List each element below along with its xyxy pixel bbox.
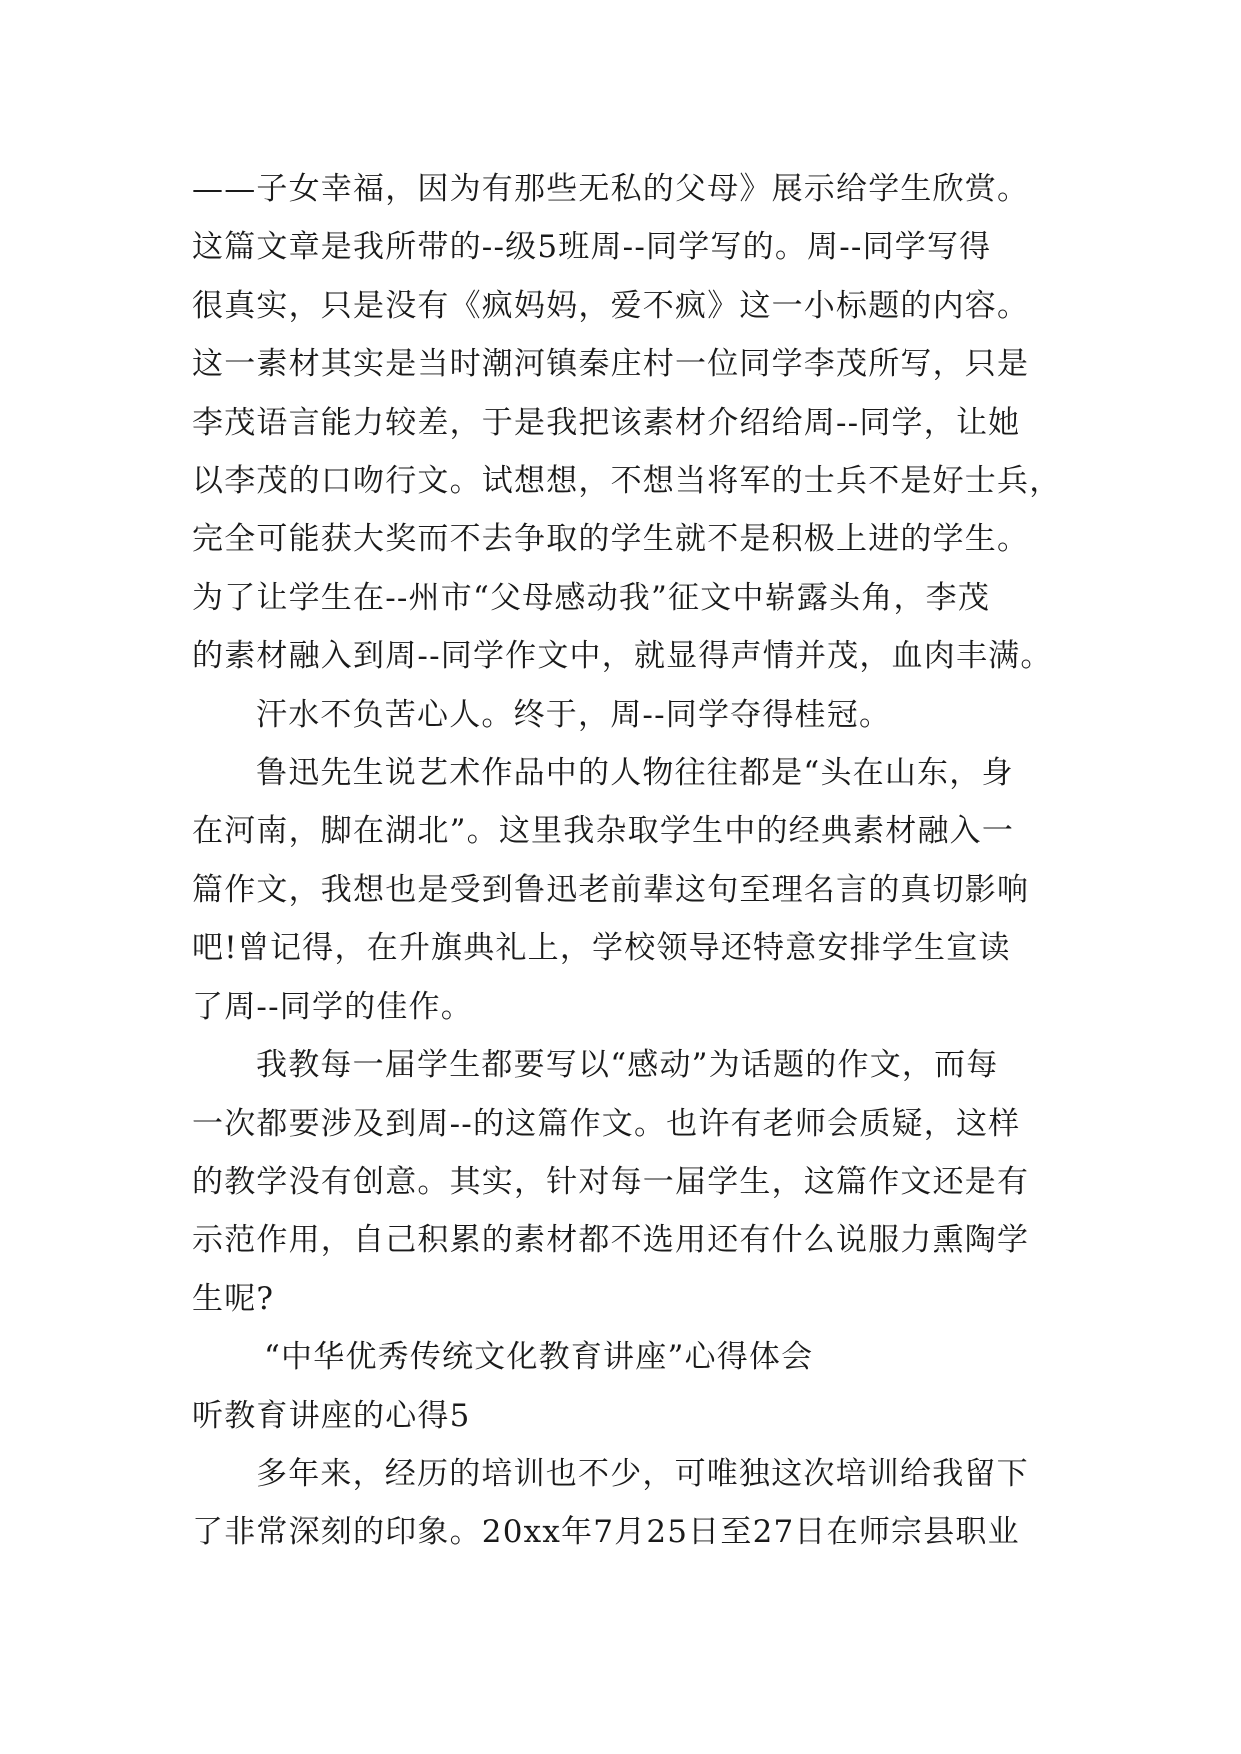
text-line: 我教每一届学生都要写以“感动”为话题的作文，而每 <box>256 1047 999 1084</box>
text-line: 吧!曾记得，在升旗典礼上，学校领导还特意安排学生宣读 <box>192 930 1011 967</box>
text-line: 为了让学生在--州市“父母感动我”征文中崭露头角，李茂 <box>192 579 991 616</box>
text-line: 完全可能获大奖而不去争取的学生就不是积极上进的学生。 <box>192 521 1030 558</box>
heading-text: “中华优秀传统文化教育讲座”心得体会 <box>264 1339 814 1376</box>
text-line: 生呢? <box>192 1280 275 1317</box>
text-line: 在河南，脚在湖北”。这里我杂取学生中的经典素材融入一 <box>192 813 1015 850</box>
text-line: 以李茂的口吻行文。试想想，不想当将军的士兵不是好士兵， <box>192 463 1062 500</box>
text-line: 很真实，只是没有《疯妈妈，爱不疯》这一小标题的内容。 <box>192 287 1030 324</box>
text-line: ——子女幸福，因为有那些无私的父母》展示给学生欣赏。 <box>192 171 1030 207</box>
paragraph-5 <box>192 1445 1072 1562</box>
text-line: 示范作用，自己积累的素材都不选用还有什么说服力熏陶学 <box>192 1222 1030 1259</box>
paragraph-4 <box>192 1036 1072 1328</box>
text-line: 李茂语言能力较差，于是我把该素材介绍给周--同学，让她 <box>192 404 1021 441</box>
text-line: 这篇文章是我所带的--级5班周--同学写的。周--同学写得 <box>192 229 992 266</box>
paragraph-2 <box>192 686 1072 744</box>
paragraph-3 <box>192 744 1072 1036</box>
text-line: 了非常深刻的印象。20xx年7月25日至27日在师宗县职业 <box>192 1514 1020 1551</box>
paragraph-1 <box>192 160 1072 686</box>
text-line: 汗水不负苦心人。终于，周--同学夺得桂冠。 <box>256 696 892 733</box>
text-line: 这一素材其实是当时潮河镇秦庄村一位同学李茂所写，只是 <box>192 346 1030 383</box>
text-line: 了周--同学的佳作。 <box>192 988 473 1025</box>
document-body <box>192 160 1072 1562</box>
text-line: 鲁迅先生说艺术作品中的人物往往都是“头在山东，身 <box>256 755 1014 792</box>
text-line: 多年来，经历的培训也不少，可唯独这次培训给我留下 <box>256 1455 1029 1492</box>
text-line: 篇作文，我想也是受到鲁迅老前辈这句至理名言的真切影响 <box>192 871 1030 908</box>
text-line: 的素材融入到周--同学作文中，就显得声情并茂，血肉丰满。 <box>192 638 1053 675</box>
text-line: 的教学没有创意。其实，针对每一届学生，这篇作文还是有 <box>192 1163 1030 1200</box>
section-title <box>192 1387 1072 1445</box>
section-title-text: 听教育讲座的心得5 <box>192 1397 471 1434</box>
text-line: 一次都要涉及到周--的这篇作文。也许有老师会质疑，这样 <box>192 1105 1021 1142</box>
article-heading <box>192 1328 1072 1386</box>
